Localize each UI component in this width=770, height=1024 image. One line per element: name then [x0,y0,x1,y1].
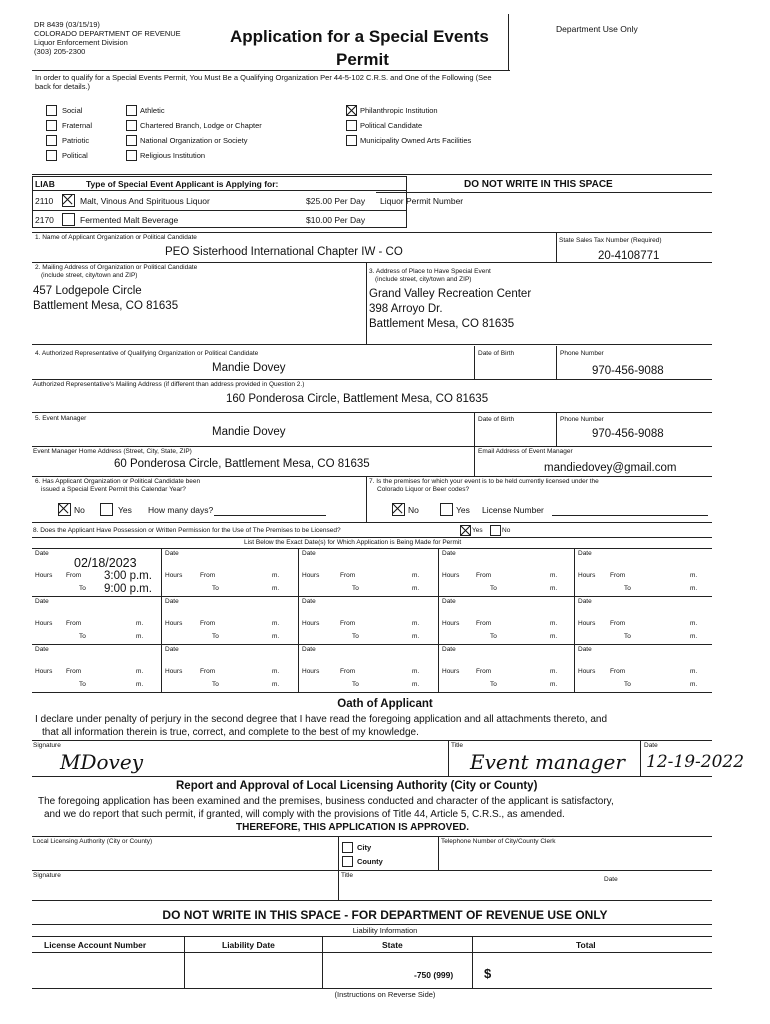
m-7a: m. [272,620,280,627]
malt-vinous-spirituous-label: Malt, Vinous And Spirituous Liquor [80,196,210,206]
political-candidate-checkbox[interactable] [346,120,357,131]
to-15-label: To [624,681,631,688]
m-2b: m. [272,585,280,592]
clerk-phone-label: Telephone Number of City/County Clerk [441,838,556,845]
from-7-label: From [200,620,216,627]
national-organization-label: National Organization or Society [140,136,248,145]
q4-mailing-field[interactable]: 160 Ponderosa Circle, Battlement Mesa, CO 81635 [226,393,489,405]
philanthropic-checkbox[interactable] [346,105,357,116]
from-14-label: From [476,668,492,675]
political-label: Political [62,151,88,160]
date-12-label: Date [165,646,179,653]
m-8b: m. [412,633,420,640]
m-3a: m. [412,572,420,579]
q7-yes-label: Yes [456,505,470,515]
date-9-label: Date [442,598,456,605]
m-12a: m. [272,668,280,675]
q6-no-checkbox[interactable] [58,503,71,516]
from-5-label: From [610,572,626,579]
date-14-label: Date [442,646,456,653]
to-1-field[interactable]: 9:00 p.m. [104,583,152,595]
fraternal-label: Fraternal [62,121,93,130]
to-3-label: To [352,585,359,592]
q5-home-field[interactable]: 60 Ponderosa Circle, Battlement Mesa, CO 81635 [114,458,370,470]
political-checkbox[interactable] [46,150,57,161]
date-2-label: Date [165,550,179,557]
religious-checkbox[interactable] [126,150,137,161]
to-10-label: To [624,633,631,640]
instructions-note: (Instructions on Reverse Side) [334,990,436,999]
m-3b: m. [412,585,420,592]
q6-yes-checkbox[interactable] [100,503,113,516]
approval-text-1: The foregoing application has been examined and the premises, business conducted and character of the applicant is satisfactory, [38,796,614,807]
from-1-label: From [66,572,82,579]
q5-phone-label: Phone Number [560,416,604,423]
tax-number-label: State Sales Tax Number (Required) [559,237,662,244]
event-address-line3[interactable]: Battlement Mesa, CO 81635 [369,318,515,330]
q3-label: 3. Address of Place to Have Special Event [369,268,491,275]
agency-name: COLORADO DEPARTMENT OF REVENUE [34,29,181,38]
m-11b: m. [136,681,144,688]
m-11a: m. [136,668,144,675]
hours-15-label: Hours [578,668,596,675]
from-2-label: From [200,572,216,579]
approval-text-2: and we do report that such permit, if granted, will comply with the provisions of Title 44, Article 5, C.R.S., as amended. [44,809,565,820]
approval-signature-label: Signature [33,872,61,879]
q2-label: 2. Mailing Address of Organization or Political Candidate [35,264,198,271]
approval-title: Report and Approval of Local Licensing Authority (City or County) [176,780,538,792]
date-15-label: Date [578,646,592,653]
hours-5-label: Hours [578,572,596,579]
oath-signature-label: Signature [33,742,61,749]
from-1-field[interactable]: 3:00 p.m. [104,570,152,582]
m-10a: m. [690,620,698,627]
to-8-label: To [352,633,359,640]
q8-yes-checkbox[interactable] [460,525,471,536]
liability-information-label: Liability Information [352,926,418,935]
q8-list-label: List Below the Exact Date(s) for Which Application is Being Made for Permit [244,539,462,546]
m-9a: m. [550,620,558,627]
m-6b: m. [136,633,144,640]
approval-text-3: THEREFORE, THIS APPLICATION IS APPROVED. [236,822,469,833]
fermented-malt-label: Fermented Malt Beverage [80,215,179,225]
municipality-arts-checkbox[interactable] [346,135,357,146]
from-8-label: From [340,620,356,627]
to-11-label: To [79,681,86,688]
liability-date-label: Liability Date [222,940,275,950]
dollar-sign: $ [484,966,492,981]
to-6-label: To [79,633,86,640]
to-7-label: To [212,633,219,640]
oath-date-label: Date [644,742,658,749]
oath-title: Oath of Applicant [337,698,433,710]
hours-2-label: Hours [165,572,183,579]
q4-phone-label: Phone Number [560,350,604,357]
oath-text-1: I declare under penalty of perjury in the second degree that I have read the foregoing application and all attachments thereto, and [35,714,608,725]
m-14a: m. [550,668,558,675]
q7-no-label: No [408,505,419,515]
division-name: Liquor Enforcement Division [34,38,128,47]
q3-sublabel: (include street, city/town and ZIP) [375,276,472,283]
authorized-representative-field[interactable]: Mandie Dovey [212,362,286,374]
q5-dob-label: Date of Birth [478,416,515,423]
hours-14-label: Hours [442,668,460,675]
applicant-signature[interactable]: MDovey [60,750,143,774]
q7-sublabel: Colorado Liquor or Beer codes? [377,486,470,493]
code-2110: 2110 [35,196,54,206]
social-checkbox[interactable] [46,105,57,116]
to-9-label: To [490,633,497,640]
state-label: State [382,940,403,950]
authority-label: Local Licensing Authority (City or County) [33,838,153,845]
social-label: Social [62,106,83,115]
m-2a: m. [272,572,280,579]
to-1-label: To [79,585,86,592]
agency-phone: (303) 205-2300 [34,47,86,56]
event-address-line1[interactable]: Grand Valley Recreation Center [369,288,532,300]
approval-date-label: Date [604,876,618,883]
hours-8-label: Hours [302,620,320,627]
q6-how-many-field[interactable] [214,515,326,516]
date-13-label: Date [302,646,316,653]
q2-sublabel: (include street, city/town and ZIP) [41,272,138,279]
event-manager-field[interactable]: Mandie Dovey [212,426,286,438]
political-candidate-label: Political Candidate [360,121,423,130]
malt-fee: $25.00 Per Day [306,196,366,206]
q4-mailing-label: Authorized Representative's Mailing Address (if different than address provided in Question 2.) [33,381,305,388]
m-7b: m. [272,633,280,640]
m-5a: m. [690,572,698,579]
m-9b: m. [550,633,558,640]
fraternal-checkbox[interactable] [46,120,57,131]
from-12-label: From [200,668,216,675]
q4-label: 4. Authorized Representative of Qualifying Organization or Political Candidate [35,350,259,357]
to-14-label: To [490,681,497,688]
patriotic-checkbox[interactable] [46,135,57,146]
date-1-label: Date [35,550,49,557]
form-title-line2: Permit [336,50,389,69]
q4-dob-label: Date of Birth [478,350,515,357]
to-12-label: To [212,681,219,688]
q1-label: 1. Name of Applicant Organization or Political Candidate [35,234,197,241]
q7-yes-checkbox[interactable] [440,503,453,516]
hours-10-label: Hours [578,620,596,627]
applicant-name-field[interactable]: PEO Sisterhood International Chapter IW - CO [165,246,403,258]
q6-label: 6. Has Applicant Organization or Political Candidate been [35,478,201,485]
q7-label: 7. Is the premises for which your event is to be held currently licensed under the [369,478,599,485]
from-10-label: From [610,620,626,627]
permit-type-heading: Type of Special Event Applicant is Applying for: [86,179,279,189]
patriotic-label: Patriotic [62,136,90,145]
q7-no-checkbox[interactable] [392,503,405,516]
q4-phone-field[interactable]: 970-456-9088 [592,365,664,377]
tax-number-field[interactable]: 20-4108771 [598,250,660,262]
q5-phone-field[interactable]: 970-456-9088 [592,428,664,440]
from-13-label: From [340,668,356,675]
date-8-label: Date [302,598,316,605]
approval-title-label: Title [341,872,354,879]
q5-label: 5. Event Manager [35,415,87,422]
code-2170: 2170 [35,215,54,225]
athletic-label: Athletic [140,106,165,115]
to-4-label: To [490,585,497,592]
hours-3-label: Hours [302,572,320,579]
liab-column-label: LIAB [35,179,55,189]
hours-12-label: Hours [165,668,183,675]
chartered-branch-checkbox[interactable] [126,120,137,131]
m-15a: m. [690,668,698,675]
footer-dept-use: DO NOT WRITE IN THIS SPACE - FOR DEPARTMENT OF REVENUE USE ONLY [162,908,608,922]
total-label: Total [576,940,596,950]
q6-sublabel: issued a Special Event Permit this Calendar Year? [41,486,186,493]
m-4a: m. [550,572,558,579]
athletic-checkbox[interactable] [126,105,137,116]
date-3-label: Date [302,550,316,557]
to-5-label: To [624,585,631,592]
hours-7-label: Hours [165,620,183,627]
from-11-label: From [66,668,82,675]
from-3-label: From [340,572,356,579]
date-10-label: Date [578,598,592,605]
m-13b: m. [412,681,420,688]
religious-label: Religious Institution [140,151,206,160]
m-15b: m. [690,681,698,688]
q6-yes-label: Yes [118,505,132,515]
q5-home-label: Event Manager Home Address (Street, City, State, ZIP) [33,448,192,455]
city-label: City [357,843,372,852]
municipality-arts-label: Municipality Owned Arts Facilities [360,136,472,145]
county-label: County [357,857,383,866]
hours-9-label: Hours [442,620,460,627]
from-9-label: From [476,620,492,627]
fermented-malt-checkbox[interactable] [62,213,75,226]
do-not-write-label: DO NOT WRITE IN THIS SPACE [464,179,613,190]
oath-text-2: that all information therein is true, correct, and complete to the best of my knowledge. [42,727,419,738]
form-title-line1: Application for a Special Events [230,27,489,46]
date-4-label: Date [442,550,456,557]
oath-title-label: Title [451,742,464,749]
mailing-address-line1[interactable]: 457 Lodgepole Circle [33,285,142,297]
q5-email-label: Email Address of Event Manager [478,448,573,455]
m-5b: m. [690,585,698,592]
q8-no-checkbox[interactable] [490,525,501,536]
national-organization-checkbox[interactable] [126,135,137,146]
chartered-branch-label: Chartered Branch, Lodge or Chapter [140,121,262,130]
malt-vinous-spirituous-checkbox[interactable] [62,194,75,207]
m-12b: m. [272,681,280,688]
date-7-label: Date [165,598,179,605]
date-11-label: Date [35,646,49,653]
oath-date-field[interactable]: 12-19-2022 [646,752,745,772]
hours-4-label: Hours [442,572,460,579]
applicant-title-field[interactable]: Event manager [470,750,625,774]
q6-no-label: No [74,505,85,515]
date-1-field[interactable]: 02/18/2023 [74,556,137,570]
fermented-malt-fee: $10.00 Per Day [306,215,366,225]
q8-no-label: No [502,527,511,534]
to-13-label: To [352,681,359,688]
m-8a: m. [412,620,420,627]
philanthropic-label: Philanthropic Institution [360,106,438,115]
date-6-label: Date [35,598,49,605]
qualify-intro: In order to qualify for a Special Events Permit, You Must Be a Qualifying Organization Per 44-5-102 C.R.S. and One of the Following (See back for details.) [35,73,492,91]
q7-license-number-label: License Number [482,505,544,515]
state-code: -750 (999) [414,970,454,980]
m-6a: m. [136,620,144,627]
mailing-address-line2[interactable]: Battlement Mesa, CO 81635 [33,300,179,312]
event-address-line2[interactable]: 398 Arroyo Dr. [369,303,443,315]
m-10b: m. [690,633,698,640]
date-5-label: Date [578,550,592,557]
hours-6-label: Hours [35,620,53,627]
license-account-label: License Account Number [44,940,147,950]
to-2-label: To [212,585,219,592]
county-checkbox[interactable] [342,856,353,867]
m-14b: m. [550,681,558,688]
hours-1-label: Hours [35,572,53,579]
from-15-label: From [610,668,626,675]
q6-how-many-label: How many days? [148,505,214,515]
hours-11-label: Hours [35,668,53,675]
m-4b: m. [550,585,558,592]
form-id: DR 8439 (03/15/19) [34,20,100,29]
from-6-label: From [66,620,82,627]
q7-license-number-field[interactable] [552,515,708,516]
hours-13-label: Hours [302,668,320,675]
m-13a: m. [412,668,420,675]
q8-label: 8. Does the Applicant Have Possession or Written Permission for the Use of The Premises to be Licensed? [33,527,341,534]
q8-yes-label: Yes [472,527,483,534]
liquor-permit-number-label: Liquor Permit Number [380,196,464,206]
department-use-label: Department Use Only [556,24,638,34]
q5-email-field[interactable]: mandiedovey@gmail.com [544,462,677,474]
city-checkbox[interactable] [342,842,353,853]
from-4-label: From [476,572,492,579]
